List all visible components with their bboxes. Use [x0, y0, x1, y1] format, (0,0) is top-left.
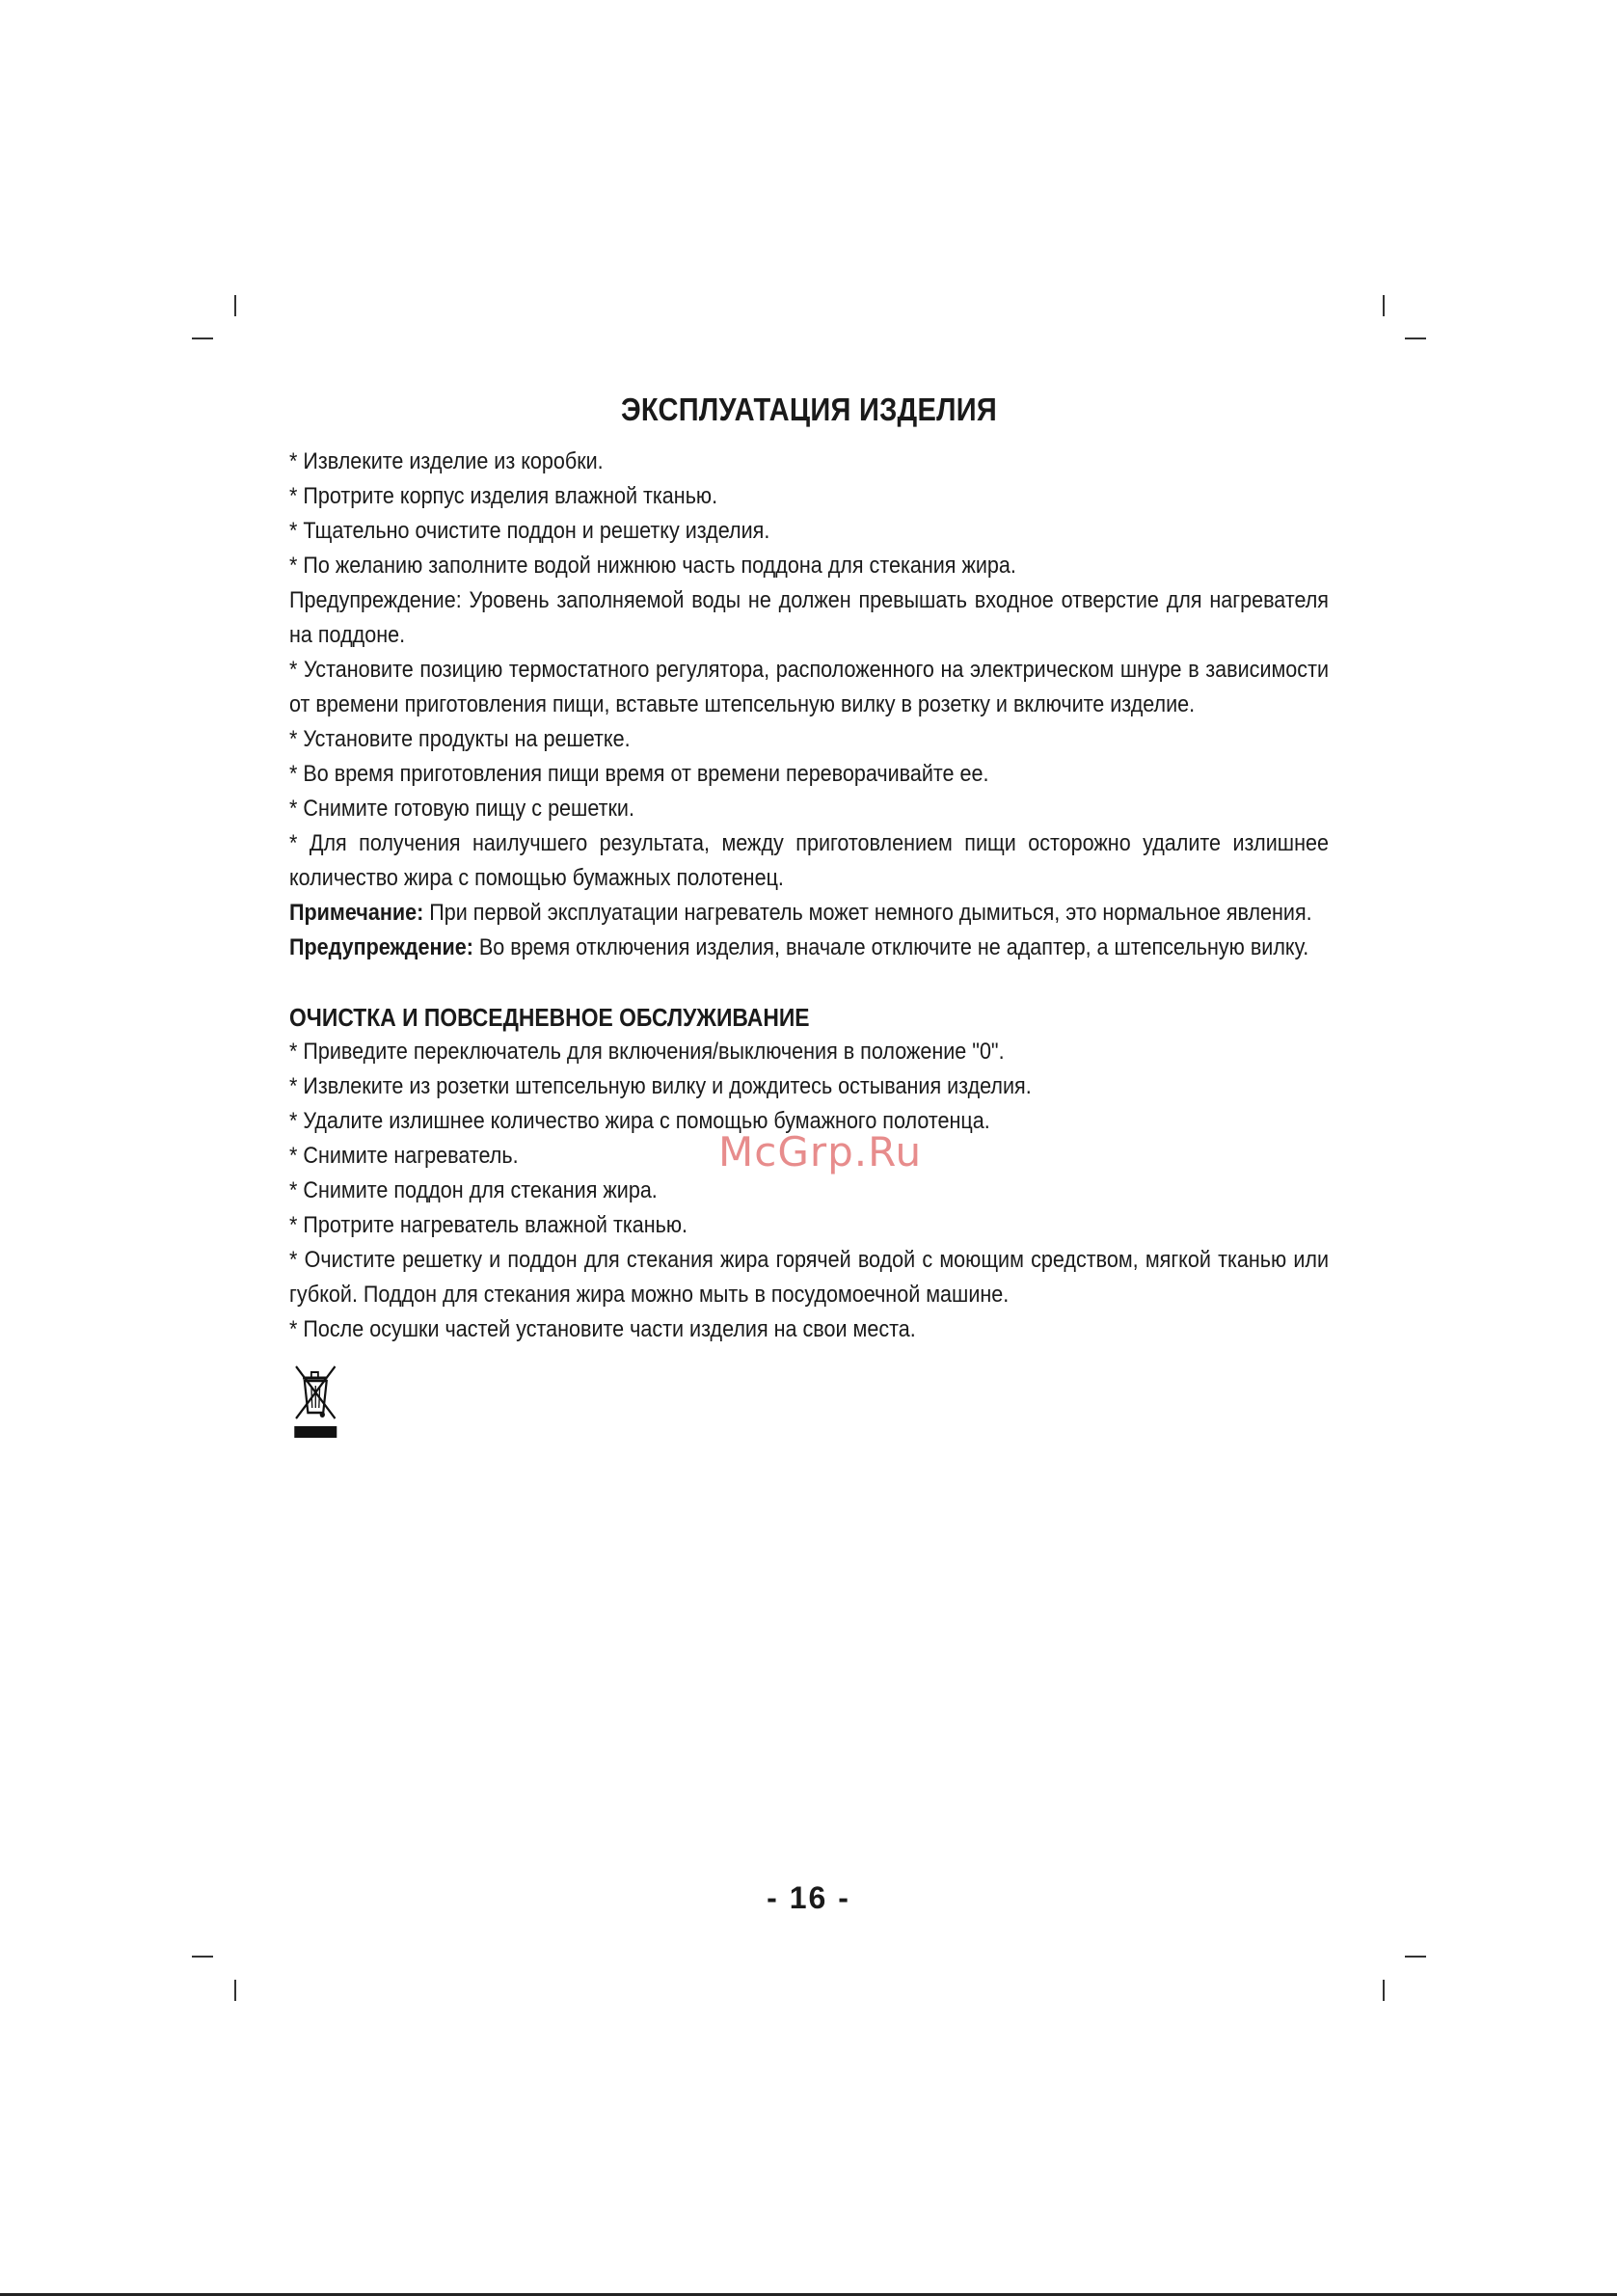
cleaning-item: * Извлеките из розетки штепсельную вилку и дождитесь остывания изделия.	[289, 1073, 1032, 1099]
usage-warning-paragraph: Предупреждение: Уровень заполняемой воды не должен превышать входное отверстие для нагревателя на поддоне.	[289, 587, 1329, 648]
crop-mark	[192, 338, 213, 339]
page-title: ЭКСПЛУАТАЦИЯ ИЗДЕЛИЯ	[620, 392, 998, 427]
watermark: McGrp.Ru	[718, 1128, 923, 1175]
cleaning-title: ОЧИСТКА И ПОВСЕДНЕВНОЕ ОБСЛУЖИВАНИЕ	[289, 1003, 810, 1032]
weee-bin-icon	[289, 1359, 340, 1452]
usage-item: * Снимите готовую пищу с решетки.	[289, 796, 634, 822]
page-number: - 16 -	[767, 1880, 850, 1915]
note-label: Примечание:	[289, 900, 424, 926]
cleaning-item: * Снимите нагреватель.	[289, 1143, 519, 1169]
crop-mark	[1405, 1956, 1426, 1958]
cleaning-item: * Очистите решетку и поддон для стекания жира горячей водой с моющим средством, мягкой тканью или губкой. Поддон для стекания жира можно мыть в посудомоечной машине.	[289, 1247, 1329, 1308]
crop-mark	[1383, 295, 1385, 316]
usage-item: * Тщательно очистите поддон и решетку изделия.	[289, 518, 770, 544]
warning-label: Предупреждение:	[289, 934, 473, 960]
usage-item: * Для получения наилучшего результата, между приготовлением пищи осторожно удалите излишнее количество жира с помощью бумажных полотенец.	[289, 830, 1329, 891]
cleaning-item: * Протрите нагреватель влажной тканью.	[289, 1212, 688, 1238]
usage-item: * Во время приготовления пищи время от времени переворачивайте ее.	[289, 761, 989, 787]
warning-paragraph	[289, 931, 1329, 965]
document-body	[289, 381, 1329, 1452]
usage-item: * Протрите корпус изделия влажной тканью.	[289, 483, 718, 509]
cleaning-item: * После осушки частей установите части изделия на свои места.	[289, 1316, 916, 1342]
crop-mark	[234, 1980, 236, 2001]
warning-text: Во время отключения изделия, вначале отключите не адаптер, а штепсельную вилку.	[472, 934, 1309, 960]
note-paragraph	[289, 896, 1329, 931]
usage-item: * По желанию заполните водой нижнюю часть поддона для стекания жира.	[289, 553, 1016, 579]
cleaning-item: * Снимите поддон для стекания жира.	[289, 1177, 658, 1203]
cleaning-item: * Удалите излишнее количество жира с помощью бумажного полотенца.	[289, 1108, 990, 1134]
crop-mark	[192, 1956, 213, 1958]
usage-item: * Установите позицию термостатного регулятора, расположенного на электрическом шнуре в зависимости от времени приготовления пищи, вставьте штепсельную вилку в розетку и включите изделие.	[289, 657, 1329, 717]
crop-mark	[1383, 1980, 1385, 2001]
note-text: При первой эксплуатации нагреватель может немного дымиться, это нормальное явления.	[423, 900, 1312, 926]
usage-item: * Извлеките изделие из коробки.	[289, 448, 604, 474]
crop-mark	[1405, 338, 1426, 339]
cleaning-item: * Приведите переключатель для включения/выключения в положение "0".	[289, 1039, 1005, 1065]
crop-mark	[234, 295, 236, 316]
usage-item: * Установите продукты на решетке.	[289, 726, 631, 752]
